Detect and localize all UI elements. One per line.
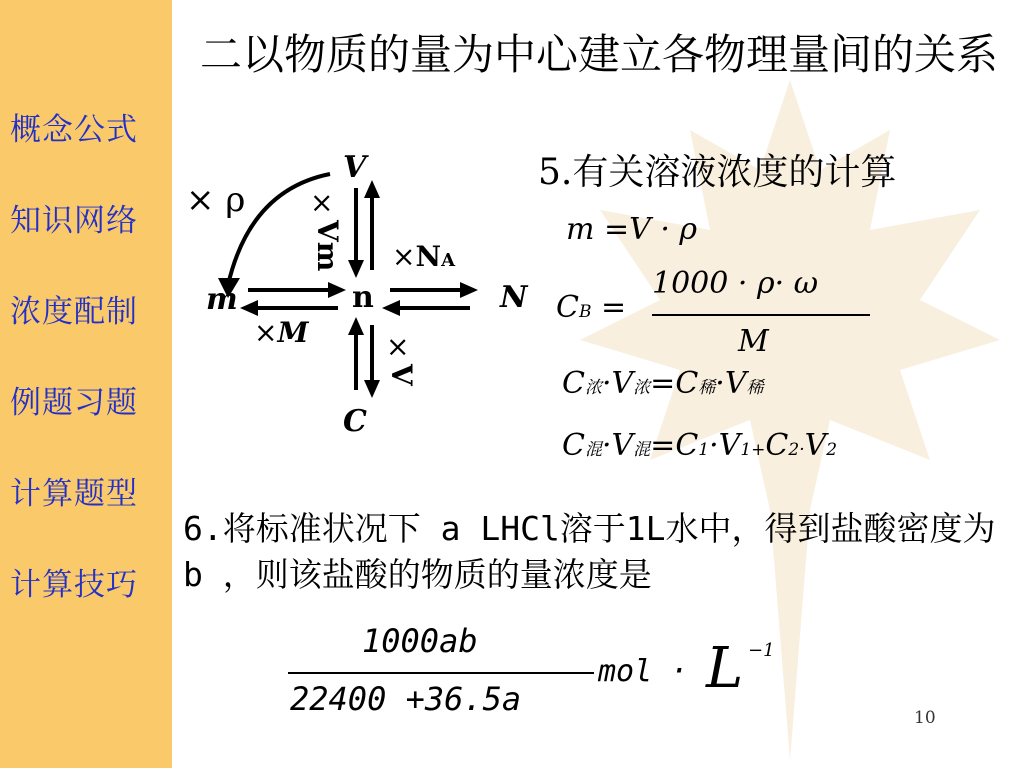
nav-concept-formula[interactable]: 概念公式 (10, 112, 138, 148)
diagram-right-N: N (500, 280, 528, 315)
answer-unit-exponent: −1 (748, 640, 775, 661)
formula-dilution: C浓·V浓=C稀·V稀 (562, 366, 764, 401)
formula-mixing: C混·V混=C1·V1+C2·V2 (562, 428, 838, 463)
page-number: 10 (914, 708, 936, 728)
nav-calculation-tips[interactable]: 计算技巧 (10, 567, 138, 603)
answer-fraction-line (288, 672, 594, 674)
times-M-label: ×M (254, 316, 309, 349)
answer-numerator: 1000ab (362, 622, 478, 660)
diagram-left-m: m (206, 282, 238, 317)
page-title: 二以物质的量为中心建立各物理量间的关系 (200, 30, 999, 79)
nav-concentration-prep[interactable]: 浓度配制 (10, 294, 138, 330)
answer-unit-mol: mol · (598, 654, 689, 689)
diagram-top-V: V (343, 150, 367, 185)
nav-calculation-types[interactable]: 计算题型 (10, 476, 138, 512)
times-na-label: ×NA (392, 240, 456, 273)
diagram-bottom-C: C (343, 404, 367, 439)
question6-text: 6.将标准状况下 a LHCl溶于1L水中，得到盐酸密度为b ，则该盐酸的物质的量浓度是 (183, 509, 996, 594)
times-V-label: × V (385, 330, 418, 386)
formula-cb-lhs: CB = (556, 290, 627, 325)
times-rho-label: × ρ (186, 180, 246, 220)
nav-examples-exercises[interactable]: 例题习题 (10, 385, 138, 421)
times-vm-label: × Vm (310, 186, 344, 272)
formula-cb-fraction-line (652, 314, 870, 316)
formula-cb-denominator: M (738, 324, 769, 359)
section5-heading: 5.有关溶液浓度的计算 (538, 152, 897, 193)
answer-unit-L: L (706, 636, 744, 701)
formula-mass: m =V · ρ (566, 212, 698, 247)
formula-cb-numerator: 1000 · ρ· ω (652, 266, 819, 301)
diagram-center-n: n (352, 280, 374, 315)
answer-denominator: 22400 +36.5a (290, 680, 522, 718)
sidebar (0, 0, 172, 768)
nav-knowledge-network[interactable]: 知识网络 (10, 203, 138, 239)
